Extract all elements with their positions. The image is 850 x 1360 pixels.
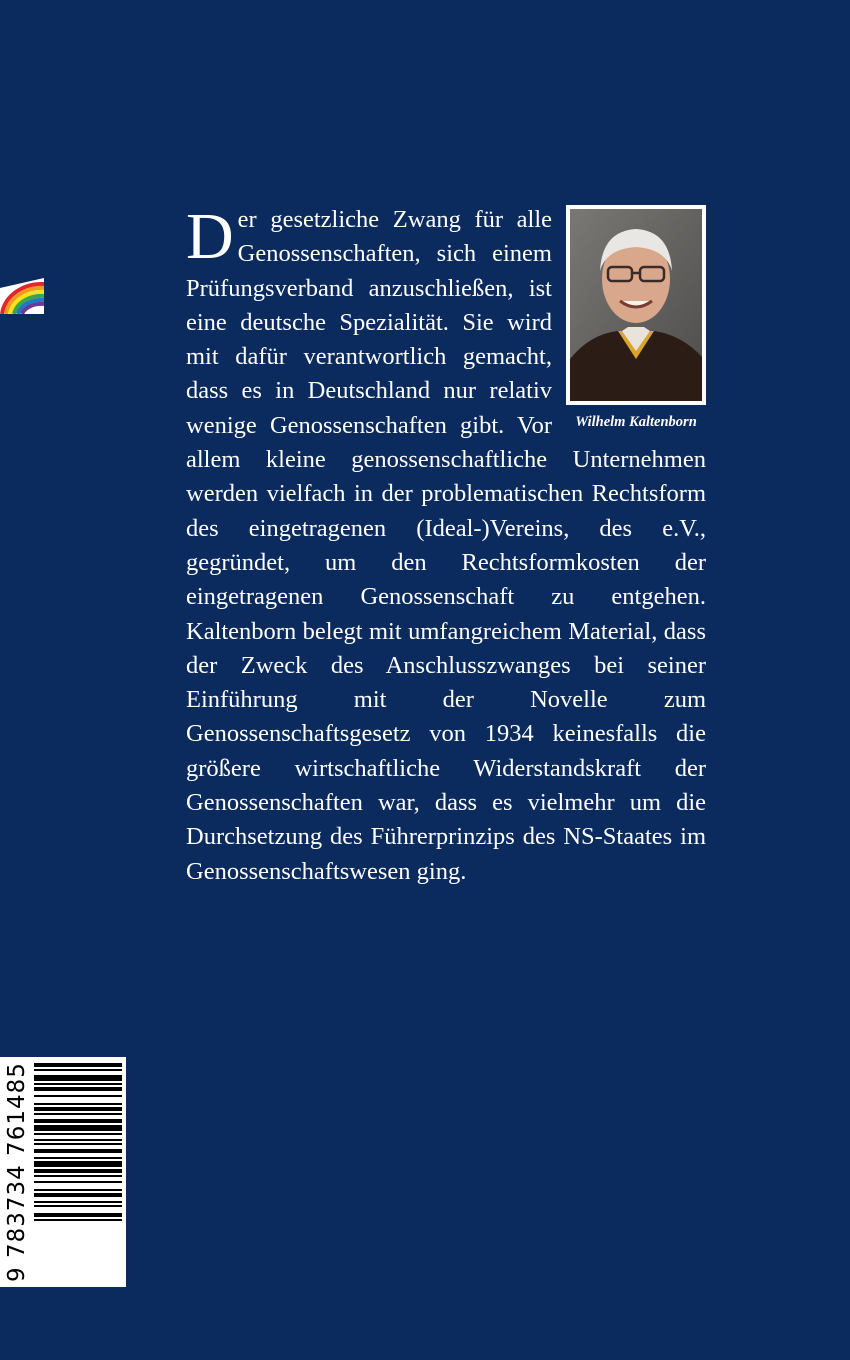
publisher-rainbow-logo: [0, 278, 44, 314]
barcode-bar: [34, 1069, 122, 1071]
barcode-bar: [34, 1189, 122, 1191]
barcode-bar: [34, 1201, 122, 1203]
dropcap-letter: D: [186, 200, 234, 273]
barcode-bar: [34, 1205, 122, 1207]
barcode-bar: [34, 1149, 122, 1153]
barcode-bar: [34, 1107, 122, 1111]
barcode-bar: [34, 1125, 122, 1131]
isbn-barcode: [0, 1057, 126, 1287]
blurb-body: er gesetzliche Zwang für alle Genossenschaften, sich einem Prüfungsverband anzuschließen, ist eine deutsche Spezialität. Sie wird mit dafür verantwortlich gemacht, dass es in Deutschland nur relativ wenige Genossenschaften gibt. Vor allem kleine genossenschaftliche Unternehmen werden vielfach in der problematischen Rechtsform des eingetragenen (Ideal-)Vereins, des e.V., gegründet, um den Rechtsformkosten der eingetragenen Genossenschaft zu entgehen. Kaltenborn belegt mit umfangreichem Material, dass der Zweck des Anschlusszwanges bei seiner Einführung mit der Novelle zum Genossenschaftsgesetz von 1934 keinesfalls die größere wirtschaftliche Widerstandskraft der Genossenschaften war, dass es vielmehr um die Durchsetzung des Führerprinzips des NS-Staates im Genossenschaftswesen ging.: [186, 206, 706, 885]
barcode-bar: [34, 1157, 122, 1159]
barcode-bar: [34, 1119, 122, 1123]
barcode-bar: [34, 1063, 122, 1067]
barcode-bar: [34, 1075, 122, 1081]
barcode-bar: [34, 1133, 122, 1135]
isbn-digits: 9 783734 761485: [4, 1062, 30, 1282]
barcode-bar: [34, 1193, 122, 1197]
author-photo: [566, 205, 706, 405]
barcode-bar: [34, 1083, 122, 1085]
barcode-bars: [34, 1063, 122, 1281]
author-caption: Wilhelm Kaltenborn: [575, 414, 697, 430]
barcode-bar: [34, 1103, 122, 1105]
barcode-bar: [34, 1181, 122, 1183]
barcode-bar: [34, 1113, 122, 1115]
blurb-text: [186, 200, 706, 889]
barcode-bar: [34, 1213, 122, 1217]
barcode-bar: [34, 1175, 122, 1177]
barcode-bar: [34, 1087, 122, 1091]
barcode-bar: [34, 1143, 122, 1145]
barcode-bar: [34, 1169, 122, 1173]
author-figure: [566, 205, 706, 431]
barcode-bar: [34, 1219, 122, 1221]
barcode-bar: [34, 1139, 122, 1141]
barcode-bar: [34, 1095, 122, 1097]
barcode-bar: [34, 1161, 122, 1167]
